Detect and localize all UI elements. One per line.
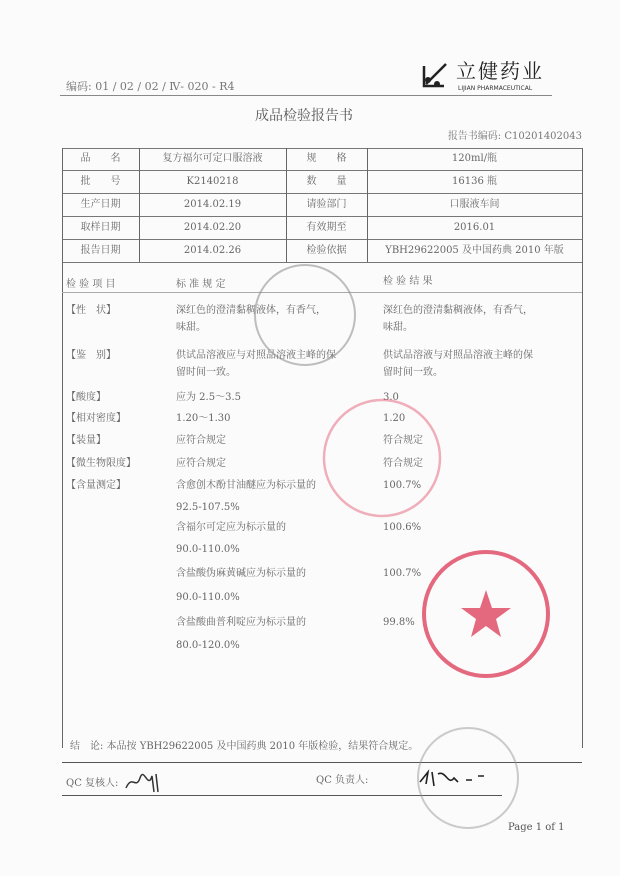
info-label: 生产日期 <box>80 199 121 210</box>
test-standard: 1.20～1.30 <box>176 413 231 424</box>
test-standard: 90.0-110.0% <box>176 592 240 603</box>
manager-signature <box>418 768 488 790</box>
info-label2: 请验部门 <box>306 199 347 210</box>
test-standard: 留时间一致。 <box>176 367 236 378</box>
info-value: K2140218 <box>186 176 239 187</box>
test-result: 1.20 <box>383 413 406 424</box>
logo-en: LIJIAN PHARMACEUTICAL <box>458 85 533 92</box>
logo-cn: 立健药业 <box>456 59 544 83</box>
info-label2: 数 量 <box>306 176 347 187</box>
test-standard: 含盐酸曲普利啶应为标示量的 <box>176 617 306 628</box>
company-logo-icon <box>420 60 450 92</box>
info-value: 2014.02.19 <box>183 199 242 210</box>
document-code: 编码: 01 / 02 / 02 / Ⅳ- 020 - R4 <box>66 80 235 93</box>
test-standard: 供试品溶液应与对照品溶液主峰的保 <box>176 350 336 361</box>
test-standard: 深红色的澄清黏稠液体，有香气， <box>176 305 326 316</box>
test-result: 深红色的澄清黏稠液体，有香气， <box>383 305 533 316</box>
info-label2: 有效期至 <box>306 222 347 233</box>
test-standard: 80.0-120.0% <box>176 640 240 651</box>
test-standard: 90.0-110.0% <box>176 544 240 555</box>
test-item: 【鉴 别】 <box>66 350 116 361</box>
info-value2: 2016.01 <box>453 222 496 233</box>
info-value2: YBH29622005 及中国药典 2010 年版 <box>385 245 564 256</box>
test-result: 100.6% <box>383 522 422 533</box>
test-standard: 含盐酸伪麻黄碱应为标示量的 <box>176 568 306 579</box>
test-standard: 含福尔可定应为标示量的 <box>176 522 286 533</box>
test-item: 【含量测定】 <box>66 480 126 491</box>
info-value2: 16136 瓶 <box>452 176 497 187</box>
info-value: 2014.02.20 <box>183 222 242 233</box>
header-test-item: 检 验 项 目 <box>66 279 116 290</box>
page-number: Page 1 of 1 <box>508 822 565 833</box>
test-result: 供试品溶液与对照品溶液主峰的保 <box>383 350 533 361</box>
test-item: 【酸度】 <box>66 392 106 403</box>
header-result: 检 验 结 果 <box>383 276 433 287</box>
info-value2: 120ml/瓶 <box>451 153 498 164</box>
test-standard: 含愈创木酚甘油醚应为标示量的 <box>176 480 316 491</box>
test-result: 3.0 <box>383 392 399 403</box>
reviewer-signature <box>124 770 164 794</box>
info-label2: 检验依据 <box>306 245 347 256</box>
test-standard: 应符合规定 <box>176 458 226 469</box>
test-result: 味甜。 <box>383 322 413 333</box>
info-label: 报告日期 <box>80 245 121 256</box>
header-standard: 标 准 规 定 <box>176 279 226 290</box>
test-item: 【性 状】 <box>66 305 116 316</box>
test-item: 【相对密度】 <box>66 413 126 424</box>
test-result: 留时间一致。 <box>383 367 443 378</box>
red-company-stamp <box>424 552 548 676</box>
info-value: 复方福尔可定口服溶液 <box>162 153 263 164</box>
header-rule <box>60 95 552 96</box>
test-result: 99.8% <box>383 617 415 628</box>
test-result: 100.7% <box>383 480 422 491</box>
conclusion: 结 论: 本品按 YBH29622005 及中国药典 2010 年版检验，结果符合规定。 <box>70 741 419 752</box>
test-result: 符合规定 <box>383 458 423 469</box>
test-standard: 92.5-107.5% <box>176 502 240 513</box>
test-result: 100.7% <box>383 568 422 579</box>
qc-reviewer-label: QC 复核人: <box>66 778 119 789</box>
info-label: 批 号 <box>80 176 121 187</box>
qc-manager-label: QC 负责人: <box>316 775 369 786</box>
test-item: 【装量】 <box>66 435 106 446</box>
page-title: 成品检验报告书 <box>255 108 353 124</box>
info-value: 2014.02.26 <box>183 245 242 256</box>
test-result: 符合规定 <box>383 435 423 446</box>
test-item: 【微生物限度】 <box>66 458 136 469</box>
test-standard: 味甜。 <box>176 322 206 333</box>
info-value2: 口服液车间 <box>449 199 500 210</box>
test-standard: 应为 2.5～3.5 <box>176 392 241 403</box>
info-label: 取样日期 <box>80 222 121 233</box>
test-standard: 应符合规定 <box>176 435 226 446</box>
report-number: 报告书编码: C10201402043 <box>447 131 582 142</box>
info-label: 品 名 <box>80 153 121 164</box>
info-label2: 规 格 <box>306 153 347 164</box>
